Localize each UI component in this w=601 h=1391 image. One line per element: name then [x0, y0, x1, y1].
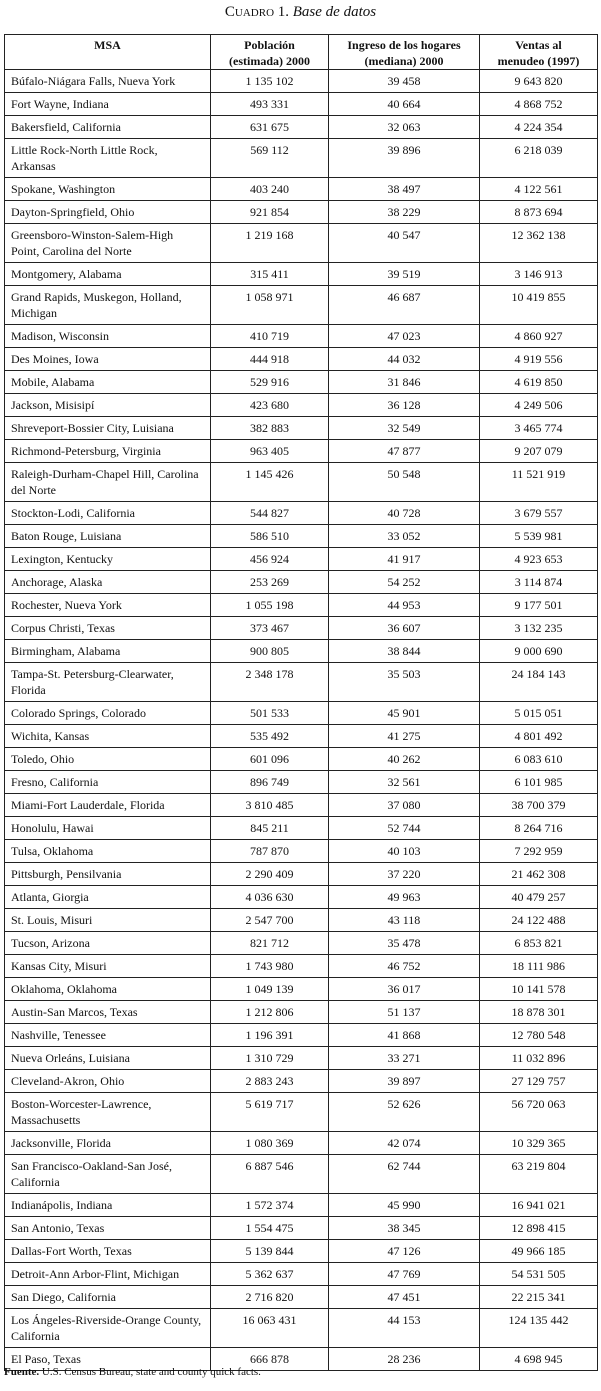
cell-msa: Cleveland-Akron, Ohio: [5, 1070, 211, 1093]
data-table: [4, 34, 598, 1371]
cell-sales: 4 868 752: [480, 93, 598, 116]
cell-income: 36 607: [329, 617, 480, 640]
cell-msa: Detroit-Ann Arbor-Flint, Michigan: [5, 1263, 211, 1286]
table-row: [5, 955, 598, 978]
cell-income: 52 626: [329, 1093, 480, 1132]
cell-income: 49 963: [329, 886, 480, 909]
cell-sales: 10 419 855: [480, 286, 598, 325]
cell-sales: 56 720 063: [480, 1093, 598, 1132]
cell-population: 6 887 546: [211, 1155, 329, 1194]
cell-sales: 18 111 986: [480, 955, 598, 978]
cell-population: 2 547 700: [211, 909, 329, 932]
cell-sales: 4 860 927: [480, 325, 598, 348]
cell-population: 315 411: [211, 263, 329, 286]
table-row: [5, 909, 598, 932]
cell-population: 1 080 369: [211, 1132, 329, 1155]
cell-msa: Grand Rapids, Muskegon, Holland, Michigan: [5, 286, 211, 325]
table-row: [5, 594, 598, 617]
table-row: [5, 1001, 598, 1024]
cell-msa: Indianápolis, Indiana: [5, 1194, 211, 1217]
cell-income: 35 503: [329, 663, 480, 702]
cell-msa: Dayton-Springfield, Ohio: [5, 201, 211, 224]
cell-income: 47 126: [329, 1240, 480, 1263]
table-row: [5, 863, 598, 886]
table-row: [5, 116, 598, 139]
cell-population: 5 139 844: [211, 1240, 329, 1263]
cell-msa: Pittsburgh, Pensilvania: [5, 863, 211, 886]
table-row: [5, 1263, 598, 1286]
cell-income: 38 497: [329, 178, 480, 201]
cell-income: 45 990: [329, 1194, 480, 1217]
table-row: [5, 93, 598, 116]
cell-msa: Spokane, Washington: [5, 178, 211, 201]
cell-msa: Richmond-Petersburg, Virginia: [5, 440, 211, 463]
cell-sales: 6 853 821: [480, 932, 598, 955]
table-row: [5, 748, 598, 771]
cell-sales: 4 619 850: [480, 371, 598, 394]
header-income: [329, 35, 480, 70]
cell-sales: 40 479 257: [480, 886, 598, 909]
table-row: [5, 978, 598, 1001]
cell-msa: St. Louis, Misuri: [5, 909, 211, 932]
table-row: [5, 286, 598, 325]
cell-income: 36 017: [329, 978, 480, 1001]
table-row: [5, 571, 598, 594]
cell-msa: Tucson, Arizona: [5, 932, 211, 955]
header-income-line1: Ingreso de los hogares: [347, 38, 461, 52]
cell-msa: Colorado Springs, Colorado: [5, 702, 211, 725]
cell-sales: 8 873 694: [480, 201, 598, 224]
table-row: [5, 502, 598, 525]
cell-sales: 3 114 874: [480, 571, 598, 594]
cell-msa: Honolulu, Hawai: [5, 817, 211, 840]
cell-population: 601 096: [211, 748, 329, 771]
cell-income: 40 664: [329, 93, 480, 116]
cell-sales: 4 923 653: [480, 548, 598, 571]
cell-sales: 12 780 548: [480, 1024, 598, 1047]
cell-sales: 49 966 185: [480, 1240, 598, 1263]
cell-sales: 6 101 985: [480, 771, 598, 794]
cell-msa: Dallas-Fort Worth, Texas: [5, 1240, 211, 1263]
cell-population: 493 331: [211, 93, 329, 116]
cell-sales: 54 531 505: [480, 1263, 598, 1286]
header-population: [211, 35, 329, 70]
cell-income: 43 118: [329, 909, 480, 932]
cell-income: 41 275: [329, 725, 480, 748]
table-row: [5, 840, 598, 863]
caption-label: Cuadro 1.: [224, 4, 290, 20]
cell-sales: 21 462 308: [480, 863, 598, 886]
caption-title: Base de datos: [292, 4, 377, 20]
cell-population: 1 135 102: [211, 70, 329, 93]
cell-msa: Birmingham, Alabama: [5, 640, 211, 663]
header-sales-line2: menudeo (1997): [497, 54, 580, 68]
cell-population: 1 049 139: [211, 978, 329, 1001]
cell-msa: Boston-Worcester-Lawrence, Massachusetts: [5, 1093, 211, 1132]
cell-population: 423 680: [211, 394, 329, 417]
cell-income: 52 744: [329, 817, 480, 840]
cell-msa: Toledo, Ohio: [5, 748, 211, 771]
cell-population: 5 619 717: [211, 1093, 329, 1132]
header-population-line1: Población: [244, 38, 295, 52]
table-row: [5, 794, 598, 817]
table-row: [5, 886, 598, 909]
table-row: [5, 548, 598, 571]
cell-msa: Oklahoma, Oklahoma: [5, 978, 211, 1001]
cell-population: 373 467: [211, 617, 329, 640]
cell-msa: San Antonio, Texas: [5, 1217, 211, 1240]
cell-msa: Mobile, Alabama: [5, 371, 211, 394]
cell-population: 787 870: [211, 840, 329, 863]
table-row: [5, 817, 598, 840]
cell-population: 1 145 426: [211, 463, 329, 502]
cell-msa: Wichita, Kansas: [5, 725, 211, 748]
cell-income: 40 728: [329, 502, 480, 525]
table-row: [5, 771, 598, 794]
cell-sales: 9 177 501: [480, 594, 598, 617]
table-row: [5, 1024, 598, 1047]
cell-sales: 4 122 561: [480, 178, 598, 201]
cell-income: 28 236: [329, 1348, 480, 1371]
table-row: [5, 1309, 598, 1348]
cell-population: 821 712: [211, 932, 329, 955]
table-row: [5, 440, 598, 463]
cell-population: 253 269: [211, 571, 329, 594]
cell-sales: 4 249 506: [480, 394, 598, 417]
cell-sales: 10 141 578: [480, 978, 598, 1001]
table-row: [5, 663, 598, 702]
cell-sales: 24 184 143: [480, 663, 598, 702]
table-row: [5, 1155, 598, 1194]
table-row: [5, 617, 598, 640]
header-row: [5, 35, 598, 70]
cell-income: 40 547: [329, 224, 480, 263]
cell-msa: Atlanta, Giorgia: [5, 886, 211, 909]
table-row: [5, 1070, 598, 1093]
cell-sales: 38 700 379: [480, 794, 598, 817]
cell-income: 39 897: [329, 1070, 480, 1093]
table-row: [5, 1217, 598, 1240]
table-row: [5, 1194, 598, 1217]
cell-msa: Austin-San Marcos, Texas: [5, 1001, 211, 1024]
cell-msa: Des Moines, Iowa: [5, 348, 211, 371]
cell-msa: Anchorage, Alaska: [5, 571, 211, 594]
cell-population: 3 810 485: [211, 794, 329, 817]
cell-income: 41 917: [329, 548, 480, 571]
cell-income: 39 519: [329, 263, 480, 286]
cell-msa: Raleigh-Durham-Chapel Hill, Carolina del Norte: [5, 463, 211, 502]
cell-msa: Lexington, Kentucky: [5, 548, 211, 571]
cell-population: 501 533: [211, 702, 329, 725]
cell-population: 1 196 391: [211, 1024, 329, 1047]
cell-sales: 124 135 442: [480, 1309, 598, 1348]
cell-income: 38 844: [329, 640, 480, 663]
cell-msa: San Francisco-Oakland-San José, California: [5, 1155, 211, 1194]
cell-sales: 12 898 415: [480, 1217, 598, 1240]
source-label: Fuente.: [4, 1366, 40, 1378]
table-row: [5, 725, 598, 748]
table-row: [5, 702, 598, 725]
cell-population: 2 348 178: [211, 663, 329, 702]
cell-income: 54 252: [329, 571, 480, 594]
table-row: [5, 1093, 598, 1132]
table-row: [5, 201, 598, 224]
cell-sales: 63 219 804: [480, 1155, 598, 1194]
cell-population: 1 554 475: [211, 1217, 329, 1240]
cell-sales: 4 224 354: [480, 116, 598, 139]
cell-msa: Shreveport-Bossier City, Luisiana: [5, 417, 211, 440]
source-note: [4, 1366, 261, 1378]
cell-msa: Nashville, Tenessee: [5, 1024, 211, 1047]
cell-income: 33 271: [329, 1047, 480, 1070]
cell-population: 2 716 820: [211, 1286, 329, 1309]
cell-population: 569 112: [211, 139, 329, 178]
cell-msa: Tampa-St. Petersburg-Clearwater, Florida: [5, 663, 211, 702]
cell-population: 921 854: [211, 201, 329, 224]
cell-msa: El Paso, Texas: [5, 1348, 211, 1371]
cell-sales: 5 015 051: [480, 702, 598, 725]
cell-population: 1 219 168: [211, 224, 329, 263]
cell-sales: 7 292 959: [480, 840, 598, 863]
cell-income: 47 451: [329, 1286, 480, 1309]
cell-income: 40 262: [329, 748, 480, 771]
cell-msa: Corpus Christi, Texas: [5, 617, 211, 640]
table-row: [5, 178, 598, 201]
cell-msa: Búfalo-Niágara Falls, Nueva York: [5, 70, 211, 93]
cell-msa: Rochester, Nueva York: [5, 594, 211, 617]
cell-msa: Little Rock-North Little Rock, Arkansas: [5, 139, 211, 178]
table-row: [5, 1047, 598, 1070]
cell-population: 586 510: [211, 525, 329, 548]
cell-population: 1 572 374: [211, 1194, 329, 1217]
header-sales-line1: Ventas al: [515, 38, 562, 52]
cell-msa: Fresno, California: [5, 771, 211, 794]
cell-msa: Los Ángeles-Riverside-Orange County, California: [5, 1309, 211, 1348]
cell-population: 963 405: [211, 440, 329, 463]
cell-income: 44 153: [329, 1309, 480, 1348]
cell-population: 410 719: [211, 325, 329, 348]
cell-sales: 22 215 341: [480, 1286, 598, 1309]
cell-sales: 4 919 556: [480, 348, 598, 371]
source-text: U.S. Census Bureau, state and county quick facts.: [41, 1366, 261, 1378]
cell-msa: Greensboro-Winston-Salem-High Point, Carolina del Norte: [5, 224, 211, 263]
cell-income: 37 220: [329, 863, 480, 886]
cell-income: 62 744: [329, 1155, 480, 1194]
table-row: [5, 417, 598, 440]
table-body: [5, 70, 598, 1371]
table-caption: [0, 0, 601, 24]
cell-population: 444 918: [211, 348, 329, 371]
cell-sales: 3 465 774: [480, 417, 598, 440]
cell-income: 39 896: [329, 139, 480, 178]
cell-income: 46 687: [329, 286, 480, 325]
table-row: [5, 640, 598, 663]
cell-income: 47 877: [329, 440, 480, 463]
cell-sales: 3 679 557: [480, 502, 598, 525]
cell-sales: 16 941 021: [480, 1194, 598, 1217]
cell-income: 35 478: [329, 932, 480, 955]
cell-sales: 9 207 079: [480, 440, 598, 463]
table-row: [5, 70, 598, 93]
cell-population: 403 240: [211, 178, 329, 201]
table-row: [5, 394, 598, 417]
table-row: [5, 1240, 598, 1263]
table-row: [5, 325, 598, 348]
cell-population: 1 743 980: [211, 955, 329, 978]
cell-sales: 27 129 757: [480, 1070, 598, 1093]
cell-income: 44 032: [329, 348, 480, 371]
cell-population: 382 883: [211, 417, 329, 440]
cell-sales: 11 521 919: [480, 463, 598, 502]
cell-income: 31 846: [329, 371, 480, 394]
cell-population: 1 058 971: [211, 286, 329, 325]
cell-sales: 4 801 492: [480, 725, 598, 748]
table-row: [5, 463, 598, 502]
cell-income: 37 080: [329, 794, 480, 817]
cell-msa: Fort Wayne, Indiana: [5, 93, 211, 116]
table-row: [5, 1132, 598, 1155]
header-income-line2: (mediana) 2000: [364, 54, 444, 68]
cell-msa: San Diego, California: [5, 1286, 211, 1309]
cell-population: 4 036 630: [211, 886, 329, 909]
cell-msa: Bakersfield, California: [5, 116, 211, 139]
table-row: [5, 1286, 598, 1309]
cell-sales: 24 122 488: [480, 909, 598, 932]
cell-income: 39 458: [329, 70, 480, 93]
cell-income: 46 752: [329, 955, 480, 978]
cell-population: 900 805: [211, 640, 329, 663]
cell-population: 1 310 729: [211, 1047, 329, 1070]
cell-msa: Montgomery, Alabama: [5, 263, 211, 286]
cell-population: 1 212 806: [211, 1001, 329, 1024]
cell-msa: Baton Rouge, Luisiana: [5, 525, 211, 548]
cell-income: 32 063: [329, 116, 480, 139]
cell-msa: Jackson, Misisipí: [5, 394, 211, 417]
cell-population: 666 878: [211, 1348, 329, 1371]
cell-sales: 11 032 896: [480, 1047, 598, 1070]
cell-population: 2 290 409: [211, 863, 329, 886]
cell-sales: 3 132 235: [480, 617, 598, 640]
cell-msa: Madison, Wisconsin: [5, 325, 211, 348]
cell-income: 50 548: [329, 463, 480, 502]
cell-income: 47 769: [329, 1263, 480, 1286]
cell-sales: 6 083 610: [480, 748, 598, 771]
cell-income: 45 901: [329, 702, 480, 725]
cell-msa: Kansas City, Misuri: [5, 955, 211, 978]
table-row: [5, 348, 598, 371]
cell-population: 845 211: [211, 817, 329, 840]
cell-income: 42 074: [329, 1132, 480, 1155]
cell-income: 32 549: [329, 417, 480, 440]
table-row: [5, 224, 598, 263]
cell-population: 5 362 637: [211, 1263, 329, 1286]
cell-sales: 10 329 365: [480, 1132, 598, 1155]
cell-population: 456 924: [211, 548, 329, 571]
table-row: [5, 371, 598, 394]
cell-population: 1 055 198: [211, 594, 329, 617]
cell-income: 51 137: [329, 1001, 480, 1024]
cell-msa: Nueva Orleáns, Luisiana: [5, 1047, 211, 1070]
cell-sales: 9 000 690: [480, 640, 598, 663]
cell-sales: 9 643 820: [480, 70, 598, 93]
cell-sales: 4 698 945: [480, 1348, 598, 1371]
header-sales: [480, 35, 598, 70]
table-row: [5, 932, 598, 955]
header-population-line2: (estimada) 2000: [229, 54, 310, 68]
cell-sales: 18 878 301: [480, 1001, 598, 1024]
cell-population: 16 063 431: [211, 1309, 329, 1348]
cell-income: 32 561: [329, 771, 480, 794]
cell-income: 47 023: [329, 325, 480, 348]
cell-sales: 3 146 913: [480, 263, 598, 286]
header-msa: MSA: [5, 35, 211, 70]
table-row: [5, 263, 598, 286]
table-row: [5, 525, 598, 548]
cell-income: 38 229: [329, 201, 480, 224]
cell-population: 529 916: [211, 371, 329, 394]
table-row: [5, 139, 598, 178]
cell-population: 535 492: [211, 725, 329, 748]
cell-income: 33 052: [329, 525, 480, 548]
cell-population: 2 883 243: [211, 1070, 329, 1093]
cell-sales: 12 362 138: [480, 224, 598, 263]
cell-income: 44 953: [329, 594, 480, 617]
cell-msa: Miami-Fort Lauderdale, Florida: [5, 794, 211, 817]
cell-sales: 5 539 981: [480, 525, 598, 548]
cell-income: 36 128: [329, 394, 480, 417]
cell-msa: Jacksonville, Florida: [5, 1132, 211, 1155]
cell-income: 40 103: [329, 840, 480, 863]
cell-sales: 6 218 039: [480, 139, 598, 178]
cell-msa: Tulsa, Oklahoma: [5, 840, 211, 863]
cell-sales: 8 264 716: [480, 817, 598, 840]
cell-income: 41 868: [329, 1024, 480, 1047]
cell-population: 896 749: [211, 771, 329, 794]
cell-population: 631 675: [211, 116, 329, 139]
cell-population: 544 827: [211, 502, 329, 525]
cell-income: 38 345: [329, 1217, 480, 1240]
cell-msa: Stockton-Lodi, California: [5, 502, 211, 525]
